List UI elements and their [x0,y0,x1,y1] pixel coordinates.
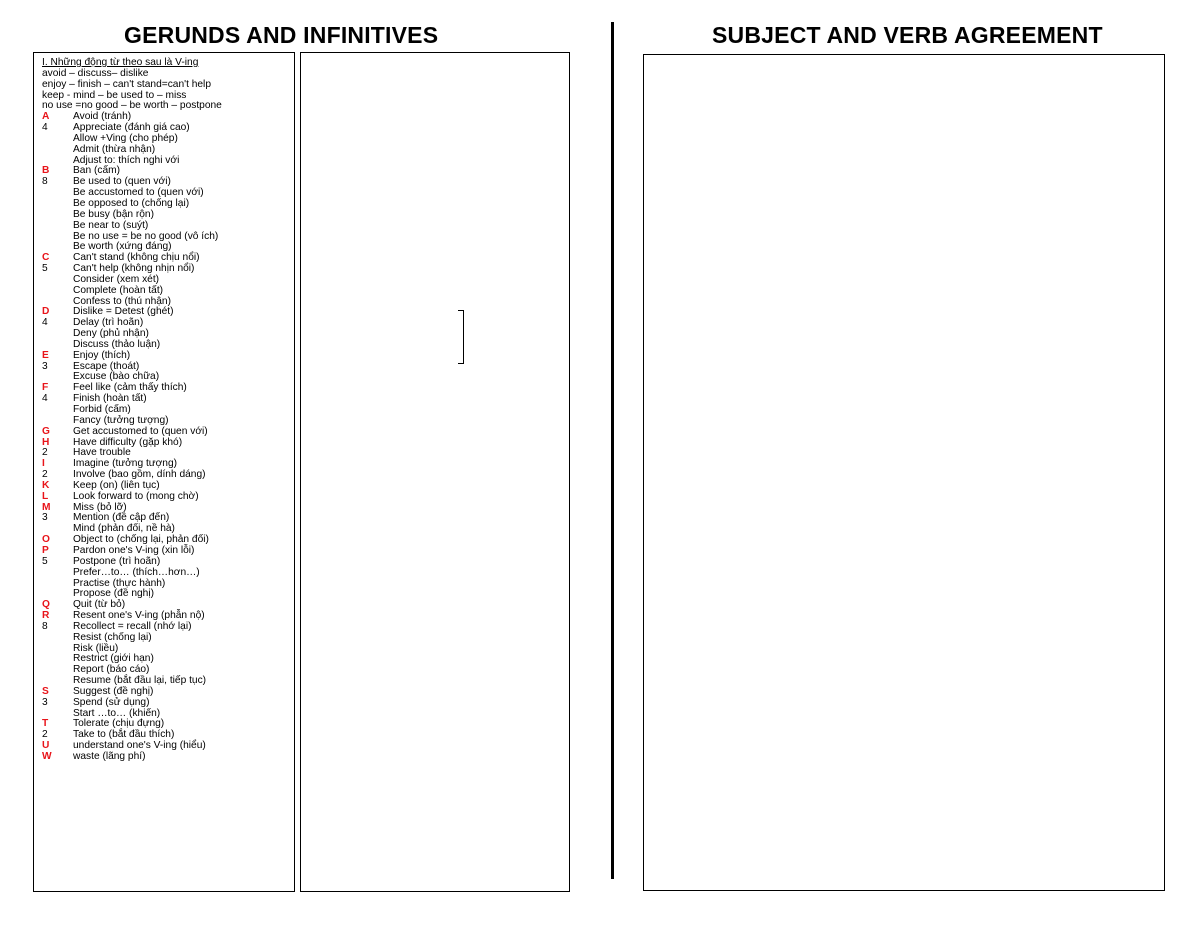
verb-row [42,340,222,351]
row-marker: T [42,718,49,730]
row-marker: 2 [42,729,48,741]
verb-text: Delay (trì hoãn) [73,317,144,329]
meaning-change-pair [310,166,560,177]
verb-text: Prefer…to… (thích…hơn…) [73,566,200,578]
subsection-senses [310,307,560,318]
row-marker: C [42,252,50,264]
verb-text: Resist (chống lại) [73,631,152,643]
row-marker: P [42,544,49,556]
verb-text: Ban (cấm) [73,165,120,177]
row-marker: H [42,436,50,448]
verb-text: Get accustomed to (quen với) [73,425,208,437]
meaning-change-pair-alt [310,156,560,167]
row-marker: 4 [42,393,48,405]
verb-text: Have trouble [73,447,131,459]
row-marker: W [42,751,52,762]
verb-text: Escape (thoát) [73,360,140,372]
row-marker: B [42,165,50,177]
meaning-change-pair [310,232,560,243]
row-marker: F [42,382,49,394]
intro-line: no use =no good – be worth – postpone [42,100,222,112]
meaning-change-pair [310,145,560,156]
verb-row [42,492,222,503]
meaning-change-pair [310,275,560,286]
row-marker: L [42,490,49,502]
row-marker: 3 [42,512,48,524]
verb-text: Mention (đề cập đến) [73,512,170,524]
right-title: SUBJECT AND VERB AGREEMENT [712,22,1103,48]
row-marker: 4 [42,317,48,329]
verb-text: Pardon one's V-ing (xin lỗi) [73,544,195,556]
verb-text: Tolerate (chịu đựng) [73,718,165,730]
sense-verb [310,329,560,340]
verb-text: Look forward to (mong chờ) [73,490,199,502]
verb-text: Imagine (tưởng tượng) [73,458,178,470]
intro-line: avoid – discuss– dislike [42,67,149,79]
verb-text: Allow +Ving (cho phép) [73,132,178,144]
row-marker: A [42,111,50,123]
meaning-change-pair [310,188,560,199]
intro-line: enjoy – finish – can't stand=can't help [42,78,211,90]
verb-text: Resent one's V-ing (phẫn nộ) [73,610,205,622]
verb-text: Miss (bỏ lỡ) [73,501,127,513]
verb-text: Complete (hoàn tất) [73,284,164,296]
vo-rule [310,383,560,394]
gerund-verbs-box [33,52,295,892]
verb-text: waste (lãng phí) [73,751,146,762]
verb-text: Be worth (xứng đáng) [73,241,172,253]
verb-row [42,438,222,449]
row-marker: 2 [42,469,48,481]
row-marker: 8 [42,176,48,188]
meaning-change-pair-alt [310,134,560,145]
verb-text: understand one's V-ing (hiểu) [73,740,206,752]
gerund-verbs-list [42,58,222,763]
verb-text: Keep (on) (liên tục) [73,479,160,491]
meaning-change-pair-alt [310,286,560,297]
meaning-change-pair-alt [310,199,560,210]
verb-row [42,156,222,167]
intro-line: keep - mind – be used to – miss [42,89,187,101]
verb-text: Report (báo cáo) [73,664,150,676]
sense-verb [310,318,560,329]
verb-text: Postpone (trì hoãn) [73,555,161,567]
row-marker: K [42,479,50,491]
verb-row [42,589,222,600]
verb-text: Deny (phủ nhận) [73,328,149,340]
row-marker: 2 [42,447,48,459]
meaning-change-pair-alt [310,242,560,253]
row-marker: 4 [42,122,48,134]
meaning-change-pair [310,123,560,134]
row-marker: S [42,685,49,697]
verb-text: Excuse (bào chữa) [73,371,160,383]
row-marker: U [42,740,50,752]
agreement-rules-box [643,54,1165,891]
verb-text: Be accustomed to (quen với) [73,187,204,199]
vo-rule [310,394,560,405]
row-marker: I [42,458,45,470]
sense-verb [310,351,560,362]
row-marker: G [42,425,50,437]
meaning-change-pair [310,253,560,264]
verb-text: Enjoy (thích) [73,349,131,361]
row-marker: R [42,610,50,622]
verb-text: Be used to (quen với) [73,176,171,188]
verb-text: Restrict (giới hạn) [73,653,154,665]
section-3-title [310,297,560,308]
verb-text: Take to (bắt đầu thích) [73,729,175,741]
verb-text: Can't help (không nhịn nổi) [73,263,195,275]
section-2-title [310,58,560,80]
row-marker: E [42,349,49,361]
meaning-change-pair-alt [310,177,560,188]
sense-verb [310,362,560,373]
sense-verb [310,340,560,351]
verb-text: Finish (hoàn tất) [73,393,147,405]
verb-text: Appreciate (đánh giá cao) [73,122,190,134]
verb-text: Adjust to: thích nghi với [73,154,180,166]
verb-text: Consider (xem xét) [73,273,160,285]
meaning-change-pair [310,210,560,221]
row-marker: O [42,534,50,546]
verb-text: Quit (từ bỏ) [73,599,126,611]
vertical-divider [611,22,614,879]
unchanged-meaning-verbs [310,91,560,102]
row-marker: Q [42,599,50,611]
row-marker: M [42,501,51,513]
verb-text: Have difficulty (gặp khó) [73,436,183,448]
infinitive-rules-list [310,58,560,405]
vo-rule [310,372,560,383]
bracket [458,310,464,364]
verb-text: Feel like (cảm thấy thích) [73,382,187,394]
unchanged-meaning-verbs [310,101,560,112]
verb-row [42,394,222,405]
meaning-change-pair-alt [310,264,560,275]
verb-text: Mind (phản đối, nề hà) [73,523,175,535]
verb-text: Discuss (thảo luận) [73,338,161,350]
verb-text: Can't stand (không chịu nổi) [73,252,200,264]
verb-text: Propose (đề nghị) [73,588,154,600]
verb-text: Forbid (cấm) [73,404,131,415]
verb-text: Be busy (bận rộn) [73,208,154,220]
verb-text: Fancy (tưởng tượng) [73,414,169,426]
row-marker: D [42,306,50,318]
row-marker: 3 [42,696,48,708]
verb-text: Involve (bao gồm, dính dáng) [73,469,206,481]
section-heading: I. Những động từ theo sau là V-ing [42,57,199,68]
row-marker: 5 [42,555,48,567]
verb-text: Admit (thừa nhận) [73,143,156,155]
verb-text: Start …to… (khiến) [73,707,161,719]
verb-text: Recollect = recall (nhớ lại) [73,620,192,632]
verb-row [42,633,222,644]
subsection-2 [310,112,560,123]
verb-text: Confess to (thú nhận) [73,295,171,307]
verb-text: Spend (sử dụng) [73,696,150,708]
verb-text: Resume (bắt đầu lại, tiếp tục) [73,675,207,687]
verb-text: Dislike = Detest (ghét) [73,306,174,318]
verb-text: Risk (liều) [73,642,119,654]
verb-row [42,752,222,763]
verb-text: Be no use = be no good (vô ích) [73,230,219,242]
meaning-change-pair-alt [310,221,560,232]
subsection-1 [310,80,560,91]
verb-text: Object to (chống lại, phản đối) [73,534,209,546]
verb-text: Avoid (tránh) [73,111,132,123]
verb-text: Suggest (đề nghị) [73,685,154,697]
row-marker: 8 [42,620,48,632]
row-marker: 3 [42,360,48,372]
left-title: GERUNDS AND INFINITIVES [124,22,439,48]
verb-text: Be near to (suýt) [73,219,149,231]
row-marker: 5 [42,263,48,275]
verb-text: Be opposed to (chống lại) [73,197,190,209]
infinitive-rules-box [300,52,570,892]
verb-text: Practise (thực hành) [73,577,166,589]
